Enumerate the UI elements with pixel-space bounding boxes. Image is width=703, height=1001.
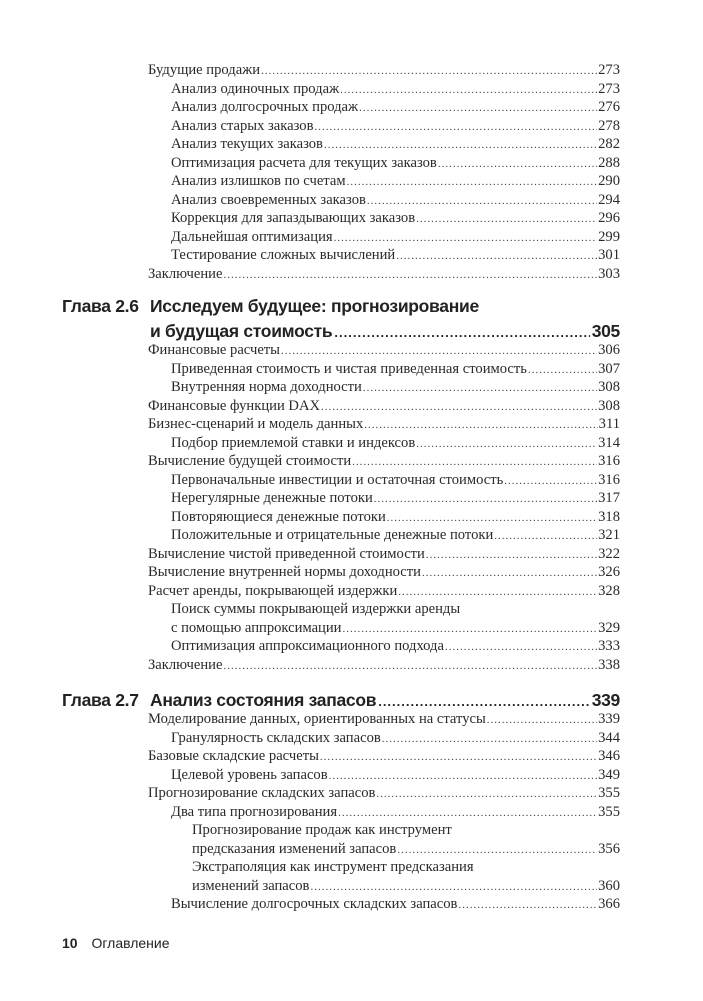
dot-leader bbox=[387, 509, 597, 528]
toc-entry[interactable] bbox=[148, 656, 620, 675]
toc-page-number: 321 bbox=[598, 527, 620, 543]
dot-leader bbox=[281, 342, 597, 361]
toc-entry-title: Первоначальные инвестиции и остаточная стоимость bbox=[171, 471, 504, 488]
chapter-page-number: 339 bbox=[591, 690, 620, 710]
dot-leader bbox=[396, 247, 597, 266]
toc-entry[interactable] bbox=[148, 61, 620, 80]
toc-entry-title: Дальнейшая оптимизация bbox=[171, 228, 333, 245]
toc-page-number: 333 bbox=[598, 638, 620, 654]
toc-page-number: 318 bbox=[598, 508, 620, 525]
toc-page-number: 278 bbox=[598, 117, 620, 134]
dot-leader bbox=[458, 896, 597, 915]
toc-page-number: 308 bbox=[598, 379, 620, 395]
dot-leader bbox=[363, 379, 597, 398]
toc-entry-title: с помощью аппроксимации bbox=[171, 619, 342, 636]
toc-entry-title: Анализ старых заказов bbox=[171, 117, 314, 134]
chapter-title-line[interactable] bbox=[150, 294, 620, 319]
toc-entry[interactable] bbox=[192, 821, 452, 840]
toc-page-number: 294 bbox=[598, 191, 620, 208]
toc-entry[interactable] bbox=[171, 228, 620, 247]
dot-leader bbox=[321, 398, 597, 417]
toc-entry[interactable] bbox=[171, 471, 620, 490]
toc-entry[interactable] bbox=[171, 360, 620, 379]
toc-page-number: 299 bbox=[598, 228, 620, 245]
toc-entry-title: Коррекция для запаздывающих заказов bbox=[171, 210, 416, 226]
toc-entry[interactable] bbox=[192, 840, 620, 859]
toc-entry[interactable] bbox=[171, 246, 620, 265]
toc-entry[interactable] bbox=[148, 341, 620, 360]
toc-page-number: 339 bbox=[598, 711, 620, 727]
dot-leader bbox=[422, 564, 597, 583]
toc-entry-title: Расчет аренды, покрывающей издержки bbox=[148, 582, 398, 599]
dot-leader bbox=[494, 527, 597, 546]
toc-entry[interactable] bbox=[148, 563, 620, 582]
page-footer bbox=[62, 935, 170, 951]
toc-page-number: 366 bbox=[598, 896, 620, 912]
toc-entry-title: Целевой уровень запасов bbox=[171, 766, 328, 783]
toc-entry-title: Тестирование сложных вычислений bbox=[171, 247, 396, 263]
toc-page-number: 311 bbox=[598, 416, 620, 432]
toc-entry-title: Базовые складские расчеты bbox=[148, 748, 319, 764]
toc-entry[interactable] bbox=[148, 747, 620, 766]
toc-page-number: 316 bbox=[598, 471, 620, 488]
toc-entry[interactable] bbox=[148, 582, 620, 601]
toc-entry-title: Положительные и отрицательные денежные потоки bbox=[171, 527, 494, 543]
dot-leader bbox=[223, 266, 597, 285]
toc-entry-title: Анализ излишков по счетам bbox=[171, 173, 346, 189]
dot-leader bbox=[445, 638, 597, 657]
toc-page-number: 288 bbox=[598, 154, 620, 171]
toc-page-number: 273 bbox=[598, 80, 620, 97]
toc-page-number: 308 bbox=[598, 397, 620, 414]
toc-entry[interactable] bbox=[148, 545, 620, 564]
toc-page-number: 349 bbox=[598, 766, 620, 783]
toc-page-number: 329 bbox=[598, 619, 620, 636]
dot-leader bbox=[320, 748, 597, 767]
toc-entry-title: Оптимизация аппроксимационного подхода bbox=[171, 638, 444, 654]
toc-entry[interactable] bbox=[148, 784, 620, 803]
dot-leader bbox=[398, 583, 597, 602]
toc-page-number: 344 bbox=[598, 729, 620, 746]
toc-entry-title: Бизнес-сценарий и модель данных bbox=[148, 416, 364, 432]
dot-leader bbox=[487, 711, 597, 730]
dot-leader bbox=[416, 210, 597, 229]
toc-entry[interactable] bbox=[171, 154, 620, 173]
toc-entry-title: изменений запасов bbox=[192, 877, 310, 894]
dot-leader bbox=[374, 490, 597, 509]
chapter-title: Анализ состояния запасов bbox=[150, 690, 377, 710]
toc-entry[interactable] bbox=[171, 191, 620, 210]
toc-entry-title: Финансовые функции DAX bbox=[148, 397, 321, 414]
dot-leader bbox=[329, 767, 597, 786]
toc-entry[interactable] bbox=[171, 600, 460, 619]
dot-leader bbox=[504, 472, 597, 491]
chapter-label: Глава 2.6 bbox=[62, 296, 139, 316]
toc-entry[interactable] bbox=[171, 526, 620, 545]
toc-entry[interactable] bbox=[171, 434, 620, 453]
dot-leader bbox=[397, 841, 597, 860]
chapter-title: Исследуем будущее: прогнозирование bbox=[150, 296, 479, 316]
toc-entry-title: Вычисление долгосрочных складских запасов bbox=[171, 896, 458, 912]
dot-leader bbox=[367, 192, 597, 211]
toc-page-number: 301 bbox=[598, 247, 620, 263]
toc-page-number: 306 bbox=[598, 342, 620, 358]
toc-entry-title: Финансовые расчеты bbox=[148, 342, 280, 358]
dot-leader bbox=[359, 99, 597, 118]
toc-page-number: 273 bbox=[598, 62, 620, 78]
dot-leader bbox=[426, 546, 597, 565]
toc-page-number: 328 bbox=[598, 582, 620, 599]
toc-entry[interactable] bbox=[148, 452, 620, 471]
toc-entry-title: Заключение bbox=[148, 265, 223, 282]
toc-page-number: 317 bbox=[598, 490, 620, 506]
dot-leader bbox=[324, 136, 597, 155]
toc-entry-title: Повторяющиеся денежные потоки bbox=[171, 508, 386, 525]
toc-entry-title: Гранулярность складских запасов bbox=[171, 729, 381, 746]
toc-entry-title: Экстраполяция как инструмент предсказания bbox=[192, 859, 474, 875]
dot-leader bbox=[352, 453, 597, 472]
toc-entry-title: Анализ текущих заказов bbox=[171, 136, 323, 152]
dot-leader bbox=[364, 416, 597, 435]
toc-page-number: 282 bbox=[598, 136, 620, 152]
toc-entry-title: Поиск суммы покрывающей издержки аренды bbox=[171, 601, 461, 617]
running-header: Оглавление bbox=[91, 935, 170, 951]
dot-leader bbox=[347, 173, 598, 192]
toc-entry-title: Анализ своевременных заказов bbox=[171, 191, 366, 208]
toc-entry-title: Два типа прогнозирования bbox=[171, 803, 338, 820]
toc-entry[interactable] bbox=[148, 265, 620, 284]
toc-entry-title: Вычисление чистой приведенной стоимости bbox=[148, 545, 425, 562]
toc-entry-title: Приведенная стоимость и чистая приведенная стоимость bbox=[171, 360, 527, 377]
dot-leader bbox=[223, 657, 597, 676]
toc-entry-title: Прогнозирование складских запасов bbox=[148, 785, 376, 801]
dot-leader bbox=[261, 62, 597, 81]
dot-leader bbox=[314, 118, 597, 137]
toc-entry-title: Заключение bbox=[148, 656, 223, 673]
toc-entry[interactable] bbox=[171, 80, 620, 99]
dot-leader bbox=[340, 81, 597, 100]
toc-entry[interactable] bbox=[148, 415, 620, 434]
toc-page-number: 322 bbox=[598, 545, 620, 562]
toc-entry-title: Нерегулярные денежные потоки bbox=[171, 490, 373, 506]
toc-page-number: 290 bbox=[598, 173, 620, 189]
toc-entry-title: Анализ долгосрочных продаж bbox=[171, 99, 359, 115]
page-number: 10 bbox=[62, 935, 78, 951]
toc-entry[interactable] bbox=[171, 209, 620, 228]
dot-leader bbox=[376, 785, 597, 804]
toc-page-number: 314 bbox=[598, 434, 620, 451]
dot-leader bbox=[310, 878, 597, 897]
toc-entry-title: Оптимизация расчета для текущих заказов bbox=[171, 154, 437, 171]
toc-entry[interactable] bbox=[171, 803, 620, 822]
toc-entry[interactable] bbox=[171, 378, 620, 397]
toc-entry[interactable] bbox=[192, 877, 620, 896]
toc-entry[interactable] bbox=[171, 895, 620, 914]
toc-entry-title: Прогнозирование продаж как инструмент bbox=[192, 822, 452, 838]
toc-page-number: 356 bbox=[598, 840, 620, 857]
toc-entry[interactable] bbox=[171, 508, 620, 527]
toc-page-number: 303 bbox=[598, 265, 620, 282]
toc-entry[interactable] bbox=[171, 766, 620, 785]
dot-leader bbox=[528, 361, 597, 380]
toc-entry-title: предсказания изменений запасов bbox=[192, 840, 397, 857]
toc-entry-title: Подбор приемлемой ставки и индексов bbox=[171, 434, 416, 451]
toc-entry[interactable] bbox=[171, 172, 620, 191]
dot-leader bbox=[416, 435, 597, 454]
toc-page-number: 355 bbox=[598, 785, 620, 801]
toc-page-number: 296 bbox=[598, 210, 620, 226]
toc-page-number: 338 bbox=[598, 656, 620, 673]
toc-entry[interactable] bbox=[171, 637, 620, 656]
chapter-page-number: 305 bbox=[591, 321, 620, 341]
toc-entry[interactable] bbox=[192, 858, 474, 877]
dot-leader bbox=[338, 804, 597, 823]
toc-page-number: 355 bbox=[598, 803, 620, 820]
toc-page-number: 346 bbox=[598, 748, 620, 764]
toc-entry[interactable] bbox=[171, 729, 620, 748]
chapter-title: и будущая стоимость bbox=[150, 321, 333, 341]
dot-leader bbox=[334, 229, 598, 248]
toc-entry-title: Внутренняя норма доходности bbox=[171, 379, 362, 395]
dot-leader bbox=[382, 730, 597, 749]
toc-entry-title: Моделирование данных, ориентированных на статусы bbox=[148, 711, 486, 727]
toc-entry[interactable] bbox=[171, 135, 620, 154]
chapter-label: Глава 2.7 bbox=[62, 690, 139, 710]
toc-entry[interactable] bbox=[148, 397, 620, 416]
toc-entry[interactable] bbox=[171, 98, 620, 117]
toc-entry-title: Вычисление внутренней нормы доходности bbox=[148, 564, 421, 580]
toc-page-number: 316 bbox=[598, 453, 620, 469]
toc-page-number: 307 bbox=[598, 360, 620, 377]
toc-entry[interactable] bbox=[171, 117, 620, 136]
toc-entry-title: Анализ одиночных продаж bbox=[171, 80, 340, 97]
toc-entry-title: Вычисление будущей стоимости bbox=[148, 453, 352, 469]
dot-leader bbox=[438, 155, 597, 174]
dot-leader bbox=[343, 620, 598, 639]
toc-entry[interactable] bbox=[171, 619, 620, 638]
toc-page-number: 360 bbox=[598, 877, 620, 894]
toc-page-number: 326 bbox=[598, 564, 620, 580]
toc-entry[interactable] bbox=[171, 489, 620, 508]
toc-page-number: 276 bbox=[598, 99, 620, 115]
toc-entry[interactable] bbox=[148, 710, 620, 729]
toc-entry-title: Будущие продажи bbox=[148, 62, 261, 78]
